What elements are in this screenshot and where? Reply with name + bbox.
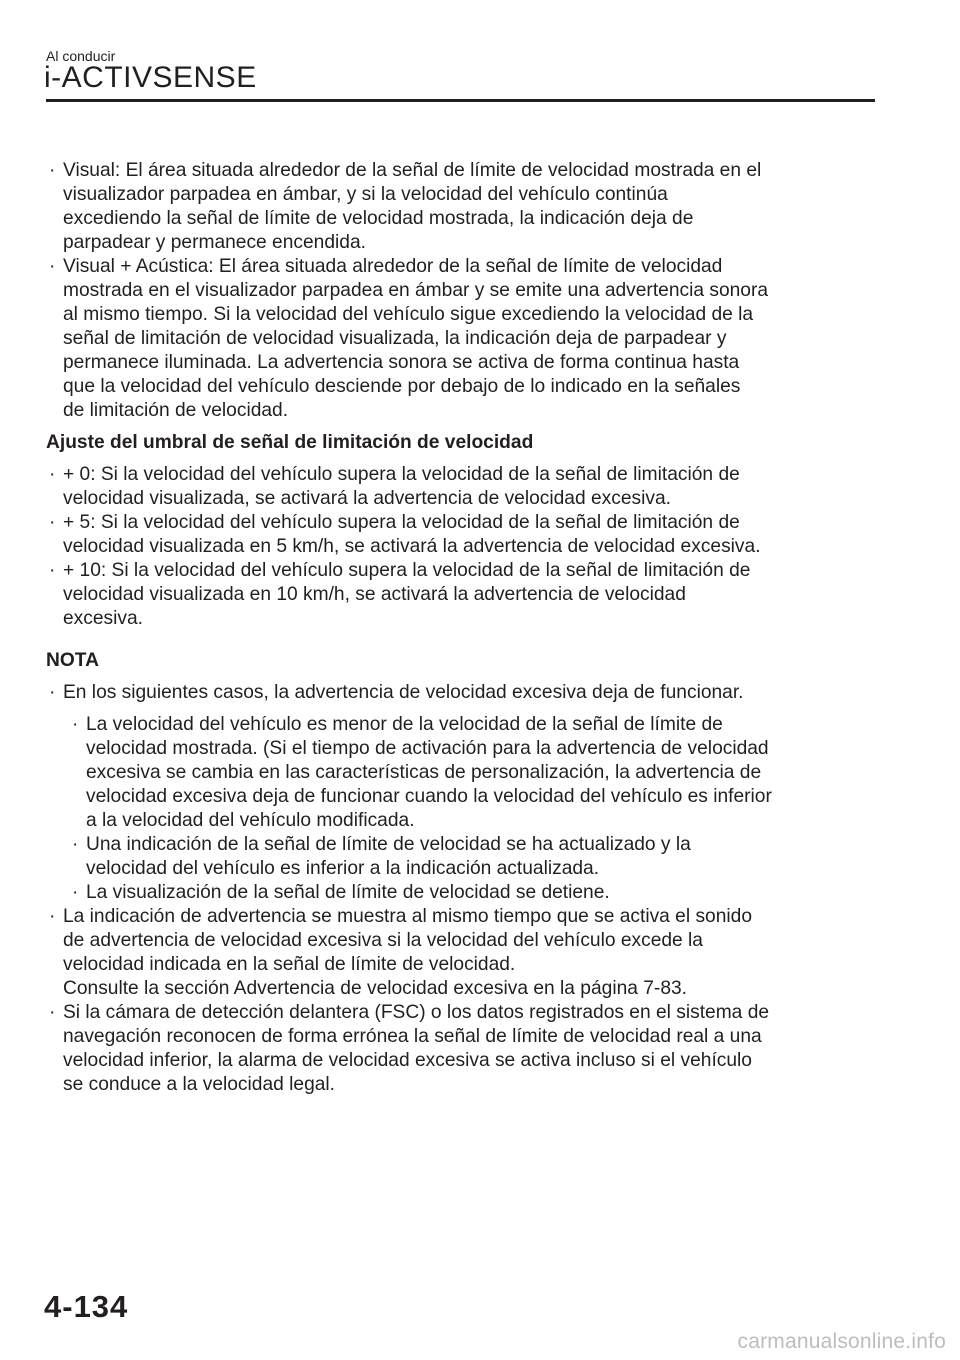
text-line: a la velocidad del vehículo modificada. bbox=[86, 810, 415, 831]
text-line: excesiva. bbox=[63, 608, 143, 629]
text-line: al mismo tiempo. Si la velocidad del vehículo sigue excediendo la velocidad de la bbox=[63, 304, 754, 325]
list-item bbox=[46, 1001, 886, 1097]
text-line: Consulte la sección Advertencia de velocidad excesiva en la página 7-83. bbox=[63, 978, 687, 999]
warning-types-list bbox=[46, 159, 886, 423]
bullet-icon: · bbox=[72, 714, 79, 735]
text-line: velocidad visualizada en 10 km/h, se activará la advertencia de velocidad bbox=[63, 584, 686, 605]
text-line: velocidad del vehículo es inferior a la indicación actualizada. bbox=[86, 858, 600, 879]
list-item bbox=[46, 681, 886, 705]
list-item bbox=[46, 905, 886, 1001]
bullet-icon: · bbox=[49, 906, 56, 927]
list-item bbox=[46, 255, 886, 423]
text-line: La velocidad del vehículo es menor de la velocidad de la señal de límite de bbox=[86, 714, 723, 735]
text-line: En los siguientes casos, la advertencia de velocidad excesiva deja de funcionar. bbox=[63, 682, 744, 703]
text-line: Una indicación de la señal de límite de velocidad se ha actualizado y la bbox=[86, 834, 691, 855]
threshold-list bbox=[46, 463, 886, 631]
text-line: permanece iluminada. La advertencia sonora se activa de forma continua hasta bbox=[63, 352, 740, 373]
list-item bbox=[69, 713, 886, 833]
nota-sub-list bbox=[69, 713, 886, 905]
text-line: La indicación de advertencia se muestra al mismo tiempo que se activa el sonido bbox=[63, 906, 752, 927]
bullet-icon: · bbox=[49, 256, 56, 277]
bullet-icon: · bbox=[72, 834, 79, 855]
nota-heading: NOTA bbox=[46, 650, 99, 671]
text-line: se conduce a la velocidad legal. bbox=[63, 1074, 336, 1095]
text-line: parpadear y permanece encendida. bbox=[63, 232, 366, 253]
text-line: de limitación de velocidad. bbox=[63, 400, 289, 421]
text-line: Si la cámara de detección delantera (FSC) o los datos registrados en el sistema de bbox=[63, 1002, 770, 1023]
text-line: de advertencia de velocidad excesiva si la velocidad del vehículo excede la bbox=[63, 930, 703, 951]
text-line: velocidad indicada en la señal de límite de velocidad. bbox=[63, 954, 516, 975]
bullet-icon: · bbox=[49, 160, 56, 181]
text-line: + 10: Si la velocidad del vehículo supera la velocidad de la señal de limitación de bbox=[63, 560, 751, 581]
list-item bbox=[46, 559, 886, 631]
text-line: mostrada en el visualizador parpadea en ámbar y se emite una advertencia sonora bbox=[63, 280, 769, 301]
text-line: que la velocidad del vehículo desciende por debajo de lo indicado en la señales bbox=[63, 376, 741, 397]
list-item bbox=[46, 511, 886, 559]
bullet-icon: · bbox=[49, 560, 56, 581]
text-line: + 0: Si la velocidad del vehículo supera la velocidad de la señal de limitación de bbox=[63, 464, 740, 485]
watermark-link[interactable]: carmanualsonline.info bbox=[737, 1330, 946, 1353]
text-line: velocidad visualizada en 5 km/h, se activará la advertencia de velocidad excesiva. bbox=[63, 536, 761, 557]
text-line: velocidad mostrada. (Si el tiempo de activación para la advertencia de velocidad bbox=[86, 738, 769, 759]
text-line: señal de limitación de velocidad visualizada, la indicación deja de parpadear y bbox=[63, 328, 727, 349]
text-line: + 5: Si la velocidad del vehículo supera la velocidad de la señal de limitación de bbox=[63, 512, 740, 533]
bullet-icon: · bbox=[49, 464, 56, 485]
text-line: Visual: El área situada alrededor de la señal de límite de velocidad mostrada en el bbox=[63, 160, 762, 181]
text-line: velocidad excesiva deja de funcionar cuando la velocidad del vehículo es inferior bbox=[86, 786, 772, 807]
section-label: Al conducir bbox=[46, 48, 116, 64]
bullet-icon: · bbox=[72, 882, 79, 903]
list-item bbox=[46, 463, 886, 511]
nota-list bbox=[46, 681, 886, 705]
header-divider bbox=[46, 99, 875, 102]
bullet-icon: · bbox=[49, 682, 56, 703]
text-line: Visual + Acústica: El área situada alrededor de la señal de límite de velocidad bbox=[63, 256, 723, 277]
text-line: excediendo la señal de límite de velocidad mostrada, la indicación deja de bbox=[63, 208, 694, 229]
threshold-heading: Ajuste del umbral de señal de limitación de velocidad bbox=[46, 432, 534, 453]
bullet-icon: · bbox=[49, 1002, 56, 1023]
nota-items-list bbox=[46, 905, 886, 1097]
list-item bbox=[46, 159, 886, 255]
page-number: 4-134 bbox=[44, 1289, 129, 1324]
list-item bbox=[69, 881, 886, 905]
text-line: excesiva se cambia en las características de personalización, la advertencia de bbox=[86, 762, 762, 783]
main-content bbox=[46, 159, 886, 1097]
text-line: visualizador parpadea en ámbar, y si la velocidad del vehículo continúa bbox=[63, 184, 668, 205]
list-item bbox=[69, 833, 886, 881]
text-line: navegación reconocen de forma errónea la señal de límite de velocidad real a una bbox=[63, 1026, 762, 1047]
text-line: La visualización de la señal de límite de velocidad se detiene. bbox=[86, 882, 610, 903]
text-line: velocidad visualizada, se activará la advertencia de velocidad excesiva. bbox=[63, 488, 671, 509]
text-line: velocidad inferior, la alarma de velocidad excesiva se activa incluso si el vehículo bbox=[63, 1050, 752, 1071]
page-title: i-ACTIVSENSE bbox=[44, 61, 257, 94]
bullet-icon: · bbox=[49, 512, 56, 533]
